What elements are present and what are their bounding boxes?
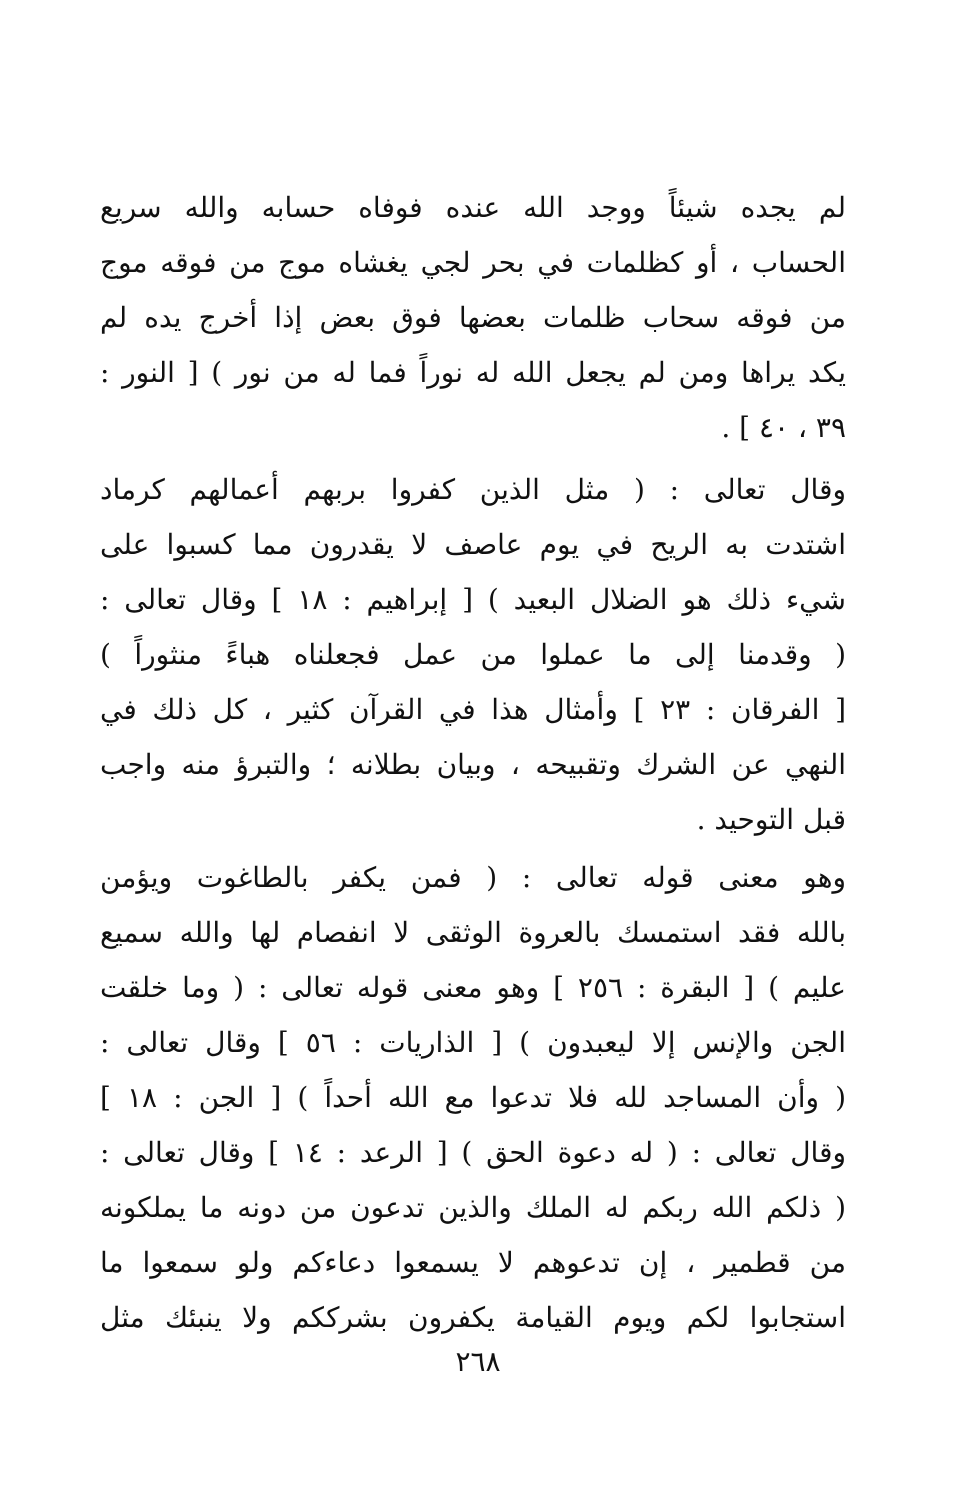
text-line: وقال تعالى : ( مثل الذين كفروا بربهم أعمالهم كرماد <box>100 473 846 506</box>
text-line: من قطمير ، إن تدعوهم لا يسمعوا دعاءكم ولو سمعوا ما <box>100 1246 846 1279</box>
paragraph-1 <box>100 180 846 455</box>
paragraph-3 <box>100 850 846 1345</box>
text-line: الحساب ، أو كظلمات في بحر لجي يغشاه موج من فوقه موج <box>100 246 846 279</box>
paragraph-2 <box>100 462 846 847</box>
text-line: بالله فقد استمسك بالعروة الوثقى لا انفصام لها والله سميع <box>100 916 846 949</box>
page-number: ٢٦٨ <box>455 1345 501 1378</box>
text-line: استجابوا لكم ويوم القيامة يكفرون بشرككم ولا ينبئك مثل <box>100 1301 846 1334</box>
text-line: الجن والإنس إلا ليعبدون ) [ الذاريات : ٥٦ ] وقال تعالى : <box>100 1026 846 1059</box>
text-line: قبل التوحيد . <box>696 803 846 836</box>
text-line: ( وأن المساجد لله فلا تدعوا مع الله أحداً ) [ الجن : ١٨ ] <box>100 1081 846 1114</box>
text-line: من فوقه سحاب ظلمات بعضها فوق بعض إذا أخرج يده لم <box>100 301 846 334</box>
text-line: عليم ) [ البقرة : ٢٥٦ ] وهو معنى قوله تعالى : ( وما خلقت <box>100 971 846 1004</box>
text-line: ( وقدمنا إلى ما عملوا من عمل فجعلناه هباءً منثوراً ) <box>100 638 846 671</box>
text-line: وهو معنى قوله تعالى : ( فمن يكفر بالطاغوت ويؤمن <box>100 861 846 894</box>
text-line: اشتدت به الريح في يوم عاصف لا يقدرون مما كسبوا على <box>100 528 846 561</box>
text-line: [ الفرقان : ٢٣ ] وأمثال هذا في القرآن كثير ، كل ذلك في <box>100 693 846 726</box>
text-line: وقال تعالى : ( له دعوة الحق ) [ الرعد : ١٤ ] وقال تعالى : <box>100 1136 846 1169</box>
text-line: ( ذلكم الله ربكم له الملك والذين تدعون من دونه ما يملكونه <box>100 1191 846 1224</box>
text-line: ٣٩ ، ٤٠ ] . <box>721 411 846 444</box>
text-line: يكد يراها ومن لم يجعل الله له نوراً فما له من نور ) [ النور : <box>100 356 846 389</box>
text-line: لم يجده شيئاً ووجد الله عنده فوفاه حسابه والله سريع <box>100 191 846 224</box>
text-line: شيء ذلك هو الضلال البعيد ) [ إبراهيم : ١٨ ] وقال تعالى : <box>100 583 846 616</box>
text-line: النهي عن الشرك وتقبيحه ، وبيان بطلانه ؛ والتبرؤ منه واجب <box>100 748 847 781</box>
